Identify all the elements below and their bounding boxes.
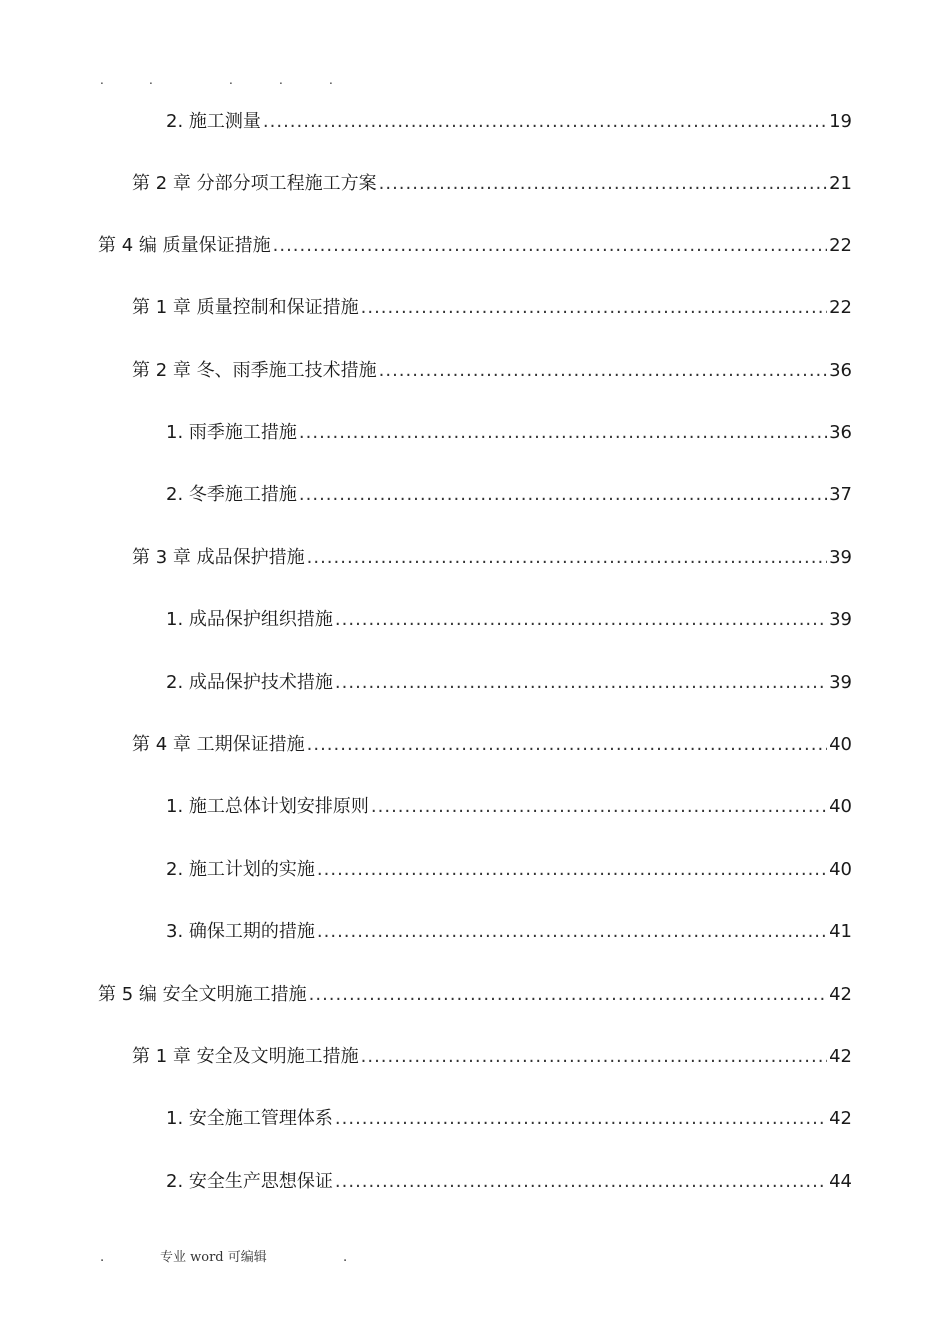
toc-entry[interactable] [166, 1164, 852, 1194]
toc-entry-title: 第 1 章 安全及文明施工措施 [132, 1046, 359, 1067]
toc-dot-leader [309, 983, 827, 1007]
toc-dot-leader [299, 421, 827, 445]
toc-entry-title: 第 2 章 冬、雨季施工技术措施 [132, 360, 377, 381]
toc-page-number: 39 [829, 672, 852, 693]
toc-page-number: 21 [829, 173, 852, 194]
toc-page-number: 36 [829, 422, 852, 443]
toc-dot-leader [335, 608, 827, 632]
toc-entry-title: 3. 确保工期的措施 [166, 921, 315, 942]
toc-entry-title: 1. 成品保护组织措施 [166, 609, 333, 630]
toc-page-number: 22 [829, 297, 852, 318]
toc-page-number: 41 [829, 921, 852, 942]
toc-entry[interactable] [98, 228, 852, 258]
toc-dot-leader [361, 296, 827, 320]
toc-entry-title: 第 1 章 质量控制和保证措施 [132, 297, 359, 318]
toc-entry[interactable] [132, 353, 852, 383]
toc-page-number: 19 [829, 111, 852, 132]
toc-entry[interactable] [98, 977, 852, 1007]
toc-entry[interactable] [132, 290, 852, 320]
toc-page-number: 37 [829, 484, 852, 505]
toc-entry-title: 第 3 章 成品保护措施 [132, 547, 305, 568]
page-header-dots [0, 72, 950, 88]
toc-entry[interactable] [166, 477, 852, 507]
header-dot: . [279, 73, 283, 87]
toc-entry[interactable] [166, 415, 852, 445]
toc-entry-title: 第 4 编 质量保证措施 [98, 235, 271, 256]
toc-dot-leader [371, 795, 827, 819]
toc-dot-leader [299, 483, 827, 507]
toc-entry[interactable] [132, 727, 852, 757]
header-dot: . [229, 73, 233, 87]
toc-dot-leader [307, 733, 827, 757]
toc-entry-title: 第 5 编 安全文明施工措施 [98, 984, 307, 1005]
toc-entry[interactable] [132, 166, 852, 196]
toc-entry-title: 1. 雨季施工措施 [166, 422, 297, 443]
toc-page-number: 42 [829, 984, 852, 1005]
toc-dot-leader [317, 920, 827, 944]
toc-entry-title: 2. 安全生产思想保证 [166, 1171, 333, 1192]
header-dot: . [329, 73, 333, 87]
toc-page-number: 40 [829, 734, 852, 755]
toc-page-number: 40 [829, 859, 852, 880]
toc-page-number: 44 [829, 1171, 852, 1192]
toc-page-number: 42 [829, 1046, 852, 1067]
toc-entry[interactable] [166, 852, 852, 882]
toc-dot-leader [379, 359, 827, 383]
toc-entry[interactable] [166, 104, 852, 134]
toc-page-number: 39 [829, 609, 852, 630]
toc-entry[interactable] [166, 914, 852, 944]
toc-entry[interactable] [132, 1039, 852, 1069]
toc-dot-leader [335, 1170, 827, 1194]
toc-dot-leader [263, 110, 827, 134]
toc-entry-title: 第 2 章 分部分项工程施工方案 [132, 173, 377, 194]
toc-page-number: 36 [829, 360, 852, 381]
toc-entry-title: 2. 施工测量 [166, 111, 261, 132]
page-footer [0, 1248, 950, 1268]
header-dot: . [149, 73, 153, 87]
footer-dot: . [343, 1250, 348, 1265]
header-dot: . [100, 73, 104, 87]
toc-dot-leader [317, 858, 827, 882]
toc-dot-leader [273, 234, 827, 258]
toc-dot-leader [361, 1045, 827, 1069]
toc-entry-title: 第 4 章 工期保证措施 [132, 734, 305, 755]
toc-entry[interactable] [166, 665, 852, 695]
toc-entry[interactable] [166, 602, 852, 632]
toc-page-number: 42 [829, 1108, 852, 1129]
toc-dot-leader [335, 1107, 827, 1131]
toc-entry[interactable] [166, 1101, 852, 1131]
toc-entry[interactable] [132, 540, 852, 570]
toc-entry-title: 1. 施工总体计划安排原则 [166, 796, 369, 817]
toc-entry-title: 2. 成品保护技术措施 [166, 672, 333, 693]
toc-page-number: 40 [829, 796, 852, 817]
footer-text: 专业 word 可编辑 [160, 1250, 267, 1265]
toc-entry[interactable] [166, 789, 852, 819]
footer-dot: . [100, 1250, 105, 1265]
toc-entry-title: 1. 安全施工管理体系 [166, 1108, 333, 1129]
toc-dot-leader [379, 172, 827, 196]
toc-page-number: 39 [829, 547, 852, 568]
toc-dot-leader [307, 546, 827, 570]
toc-entry-title: 2. 冬季施工措施 [166, 484, 297, 505]
toc-entry-title: 2. 施工计划的实施 [166, 859, 315, 880]
toc-page-number: 22 [829, 235, 852, 256]
toc-dot-leader [335, 671, 827, 695]
